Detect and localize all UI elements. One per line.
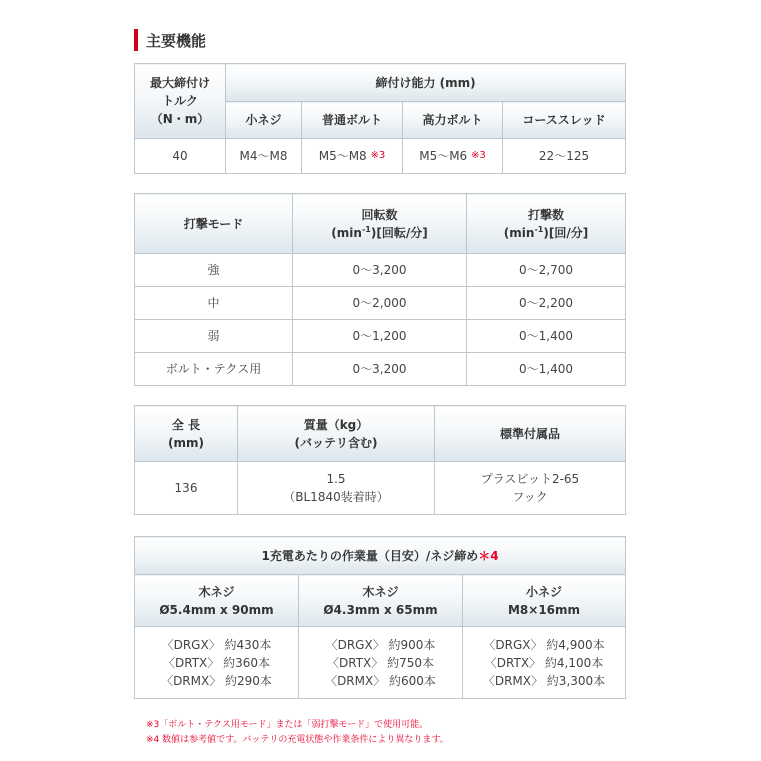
ipm-value: 0～2,700 [467,254,626,287]
unit-text: )[回転/分] [370,225,428,240]
mode-name: 中 [135,287,293,320]
unit-text: )[回/分] [543,225,589,240]
mass-header [238,406,435,462]
ipm-header [467,194,626,254]
torque-header-line: トルク [162,94,198,108]
note-mark: ＊4 [478,548,499,563]
mass-note: （BL1840装着時） [283,490,389,504]
torque-value: 40 [135,139,226,174]
coarse-thread-header: コーススレッド [503,102,626,139]
rpm-header-unit [295,224,464,242]
length-header-line: 全 長 [171,417,201,432]
length-header [135,406,238,462]
mass-cell [238,462,435,515]
torque-header [135,64,226,139]
section-title: 主要機能 [146,31,207,50]
ipm-header-label: 打撃数 [527,207,564,222]
accessories-header: 標準付属品 [435,406,626,462]
screw-type-header [463,575,626,627]
capacity-table [134,63,626,174]
screw-type-name: 木ネジ [362,584,399,599]
heading-accent-bar [134,29,138,51]
work-amount-title-text: 1充電あたりの作業量（目安）/ネジ締め [261,548,479,563]
torque-header-line: （N・m） [150,112,210,126]
normal-bolt-value: M5～M8 [318,149,367,163]
unit-sup: -1 [534,224,544,234]
mode-name: 強 [135,254,293,287]
screw-size: Ø5.4mm x 90mm [159,602,274,617]
normal-bolt-cell [302,139,403,174]
work-amount-line: 〈DRTX〉 約4,100本 [484,655,604,670]
ipm-value: 0～1,400 [467,320,626,353]
screw-size: Ø4.3mm x 65mm [323,602,438,617]
unit-text: (min [331,225,362,240]
accessories-cell [435,462,626,515]
unit-text: (min [503,225,535,240]
work-amount-cell [463,627,626,699]
ipm-header-unit [469,224,623,242]
accessory-item: フック [512,490,548,504]
capacity-header: 締付け能力 (mm) [226,64,626,102]
length-value: 136 [135,462,238,515]
work-amount-cell [299,627,463,699]
high-bolt-cell [403,139,503,174]
rpm-value: 0～3,200 [293,254,467,287]
mass-value: 1.5 [326,472,346,486]
screw-type-name: 木ネジ [198,584,235,599]
mode-name: ボルト・テクス用 [135,353,293,386]
work-amount-line: 〈DRMX〉 約290本 [161,673,272,688]
rpm-header-label: 回転数 [361,207,398,222]
rpm-value: 0～2,000 [293,287,467,320]
rpm-value: 0～1,200 [293,320,467,353]
mode-name: 弱 [135,320,293,353]
work-amount-line: 〈DRTX〉 約360本 [163,655,270,670]
normal-bolt-header: 普通ボルト [302,102,403,139]
work-amount-line: 〈DRGX〉 約900本 [325,637,436,652]
note-mark: ※3 [471,150,486,161]
length-header-line: (mm) [168,435,204,450]
dimensions-table [134,405,626,515]
work-amount-cell [135,627,299,699]
rpm-header [293,194,467,254]
work-amount-line: 〈DRMX〉 約3,300本 [482,673,606,688]
coarse-thread-value: 22～125 [503,139,626,174]
small-screw-header: 小ネジ [226,102,302,139]
work-amount-table [134,536,626,699]
screw-type-name: 小ネジ [526,584,563,599]
footnotes [146,718,449,748]
note-mark: ※3 [370,150,386,161]
ipm-value: 0～2,200 [467,287,626,320]
work-amount-line: 〈DRGX〉 約430本 [161,637,272,652]
unit-sup: -1 [361,224,371,234]
ipm-value: 0～1,400 [467,353,626,386]
work-amount-line: 〈DRTX〉 約750本 [327,655,434,670]
high-bolt-header: 高力ボルト [403,102,503,139]
work-amount-line: 〈DRGX〉 約4,900本 [483,637,605,652]
impact-mode-table [134,193,626,386]
mass-header-line: 質量（kg） [303,417,369,432]
footnote: ※3「ボルト・テクス用モード」または「弱打撃モード」で使用可能。 [146,720,429,730]
torque-header-line: 最大締付け [149,76,210,90]
screw-type-header [135,575,299,627]
footnote: ※4 数値は参考値です。バッテリの充電状態や作業条件により異なります。 [146,735,449,745]
work-amount-title [135,537,626,575]
screw-type-header [299,575,463,627]
rpm-value: 0～3,200 [293,353,467,386]
small-screw-value: M4～M8 [226,139,302,174]
work-amount-line: 〈DRMX〉 約600本 [325,673,436,688]
accessory-item: プラスビット2-65 [480,472,580,486]
high-bolt-value: M5～M6 [419,149,468,163]
section-heading [134,28,206,52]
mode-header: 打撃モード [135,194,293,254]
screw-size: M8×16mm [507,602,581,617]
mass-header-line: (バッテリ含む) [294,435,378,450]
